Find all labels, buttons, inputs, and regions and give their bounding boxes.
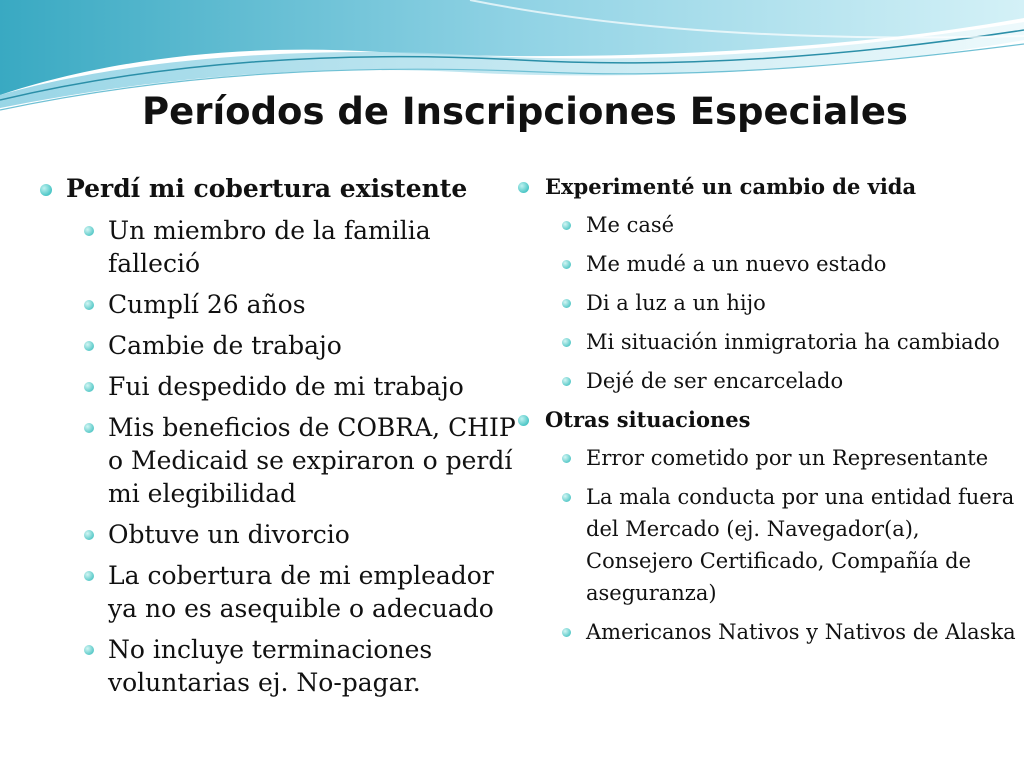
- list-item: La mala conducta por una entidad fuera del Mercado (ej. Navegador(a), Consejero Certificado, Compañía de aseguranza): [518, 481, 1018, 609]
- teal-dot-bullet-icon: [518, 182, 529, 193]
- list-item: No incluye terminaciones voluntarias ej. No-pagar.: [38, 633, 523, 699]
- list-item: Cumplí 26 años: [38, 288, 523, 321]
- teal-dot-bullet-icon: [84, 423, 94, 433]
- right-heading-life-change: Experimenté un cambio de vida: [518, 172, 1018, 202]
- list-item: Mi situación inmigratoria ha cambiado: [518, 326, 1018, 358]
- right-column: [518, 172, 1018, 648]
- teal-dot-bullet-icon: [84, 300, 94, 310]
- teal-dot-bullet-icon: [84, 645, 94, 655]
- teal-dot-bullet-icon: [562, 377, 571, 386]
- teal-dot-bullet-icon: [562, 454, 571, 463]
- teal-dot-bullet-icon: [518, 415, 529, 426]
- teal-dot-bullet-icon: [84, 341, 94, 351]
- list-item: Americanos Nativos y Nativos de Alaska: [518, 616, 1018, 648]
- teal-dot-bullet-icon: [40, 184, 52, 196]
- left-column: [38, 172, 523, 699]
- teal-dot-bullet-icon: [84, 382, 94, 392]
- teal-dot-bullet-icon: [84, 571, 94, 581]
- list-item: Dejé de ser encarcelado: [518, 365, 1018, 397]
- teal-dot-bullet-icon: [562, 338, 571, 347]
- list-item: Obtuve un divorcio: [38, 518, 523, 551]
- teal-dot-bullet-icon: [562, 299, 571, 308]
- teal-dot-bullet-icon: [84, 530, 94, 540]
- list-item: Di a luz a un hijo: [518, 287, 1018, 319]
- slide-title: Períodos de Inscripciones Especiales: [142, 90, 908, 133]
- list-item: Cambie de trabajo: [38, 329, 523, 362]
- list-item: Mis beneficios de COBRA, CHIP o Medicaid se expiraron o perdí mi elegibilidad: [38, 411, 523, 510]
- list-item: Fui despedido de mi trabajo: [38, 370, 523, 403]
- teal-dot-bullet-icon: [562, 260, 571, 269]
- list-item: Error cometido por un Representante: [518, 442, 1018, 474]
- list-item: Me mudé a un nuevo estado: [518, 248, 1018, 280]
- list-item: La cobertura de mi empleador ya no es asequible o adecuado: [38, 559, 523, 625]
- teal-dot-bullet-icon: [562, 628, 571, 637]
- teal-dot-bullet-icon: [84, 226, 94, 236]
- teal-dot-bullet-icon: [562, 221, 571, 230]
- left-heading: [38, 172, 523, 206]
- list-item: Un miembro de la familia falleció: [38, 214, 523, 280]
- left-heading-text: Perdí mi cobertura existente: [66, 174, 468, 203]
- teal-dot-bullet-icon: [562, 493, 571, 502]
- right-heading-other: Otras situaciones: [518, 405, 1018, 435]
- list-item: Me casé: [518, 209, 1018, 241]
